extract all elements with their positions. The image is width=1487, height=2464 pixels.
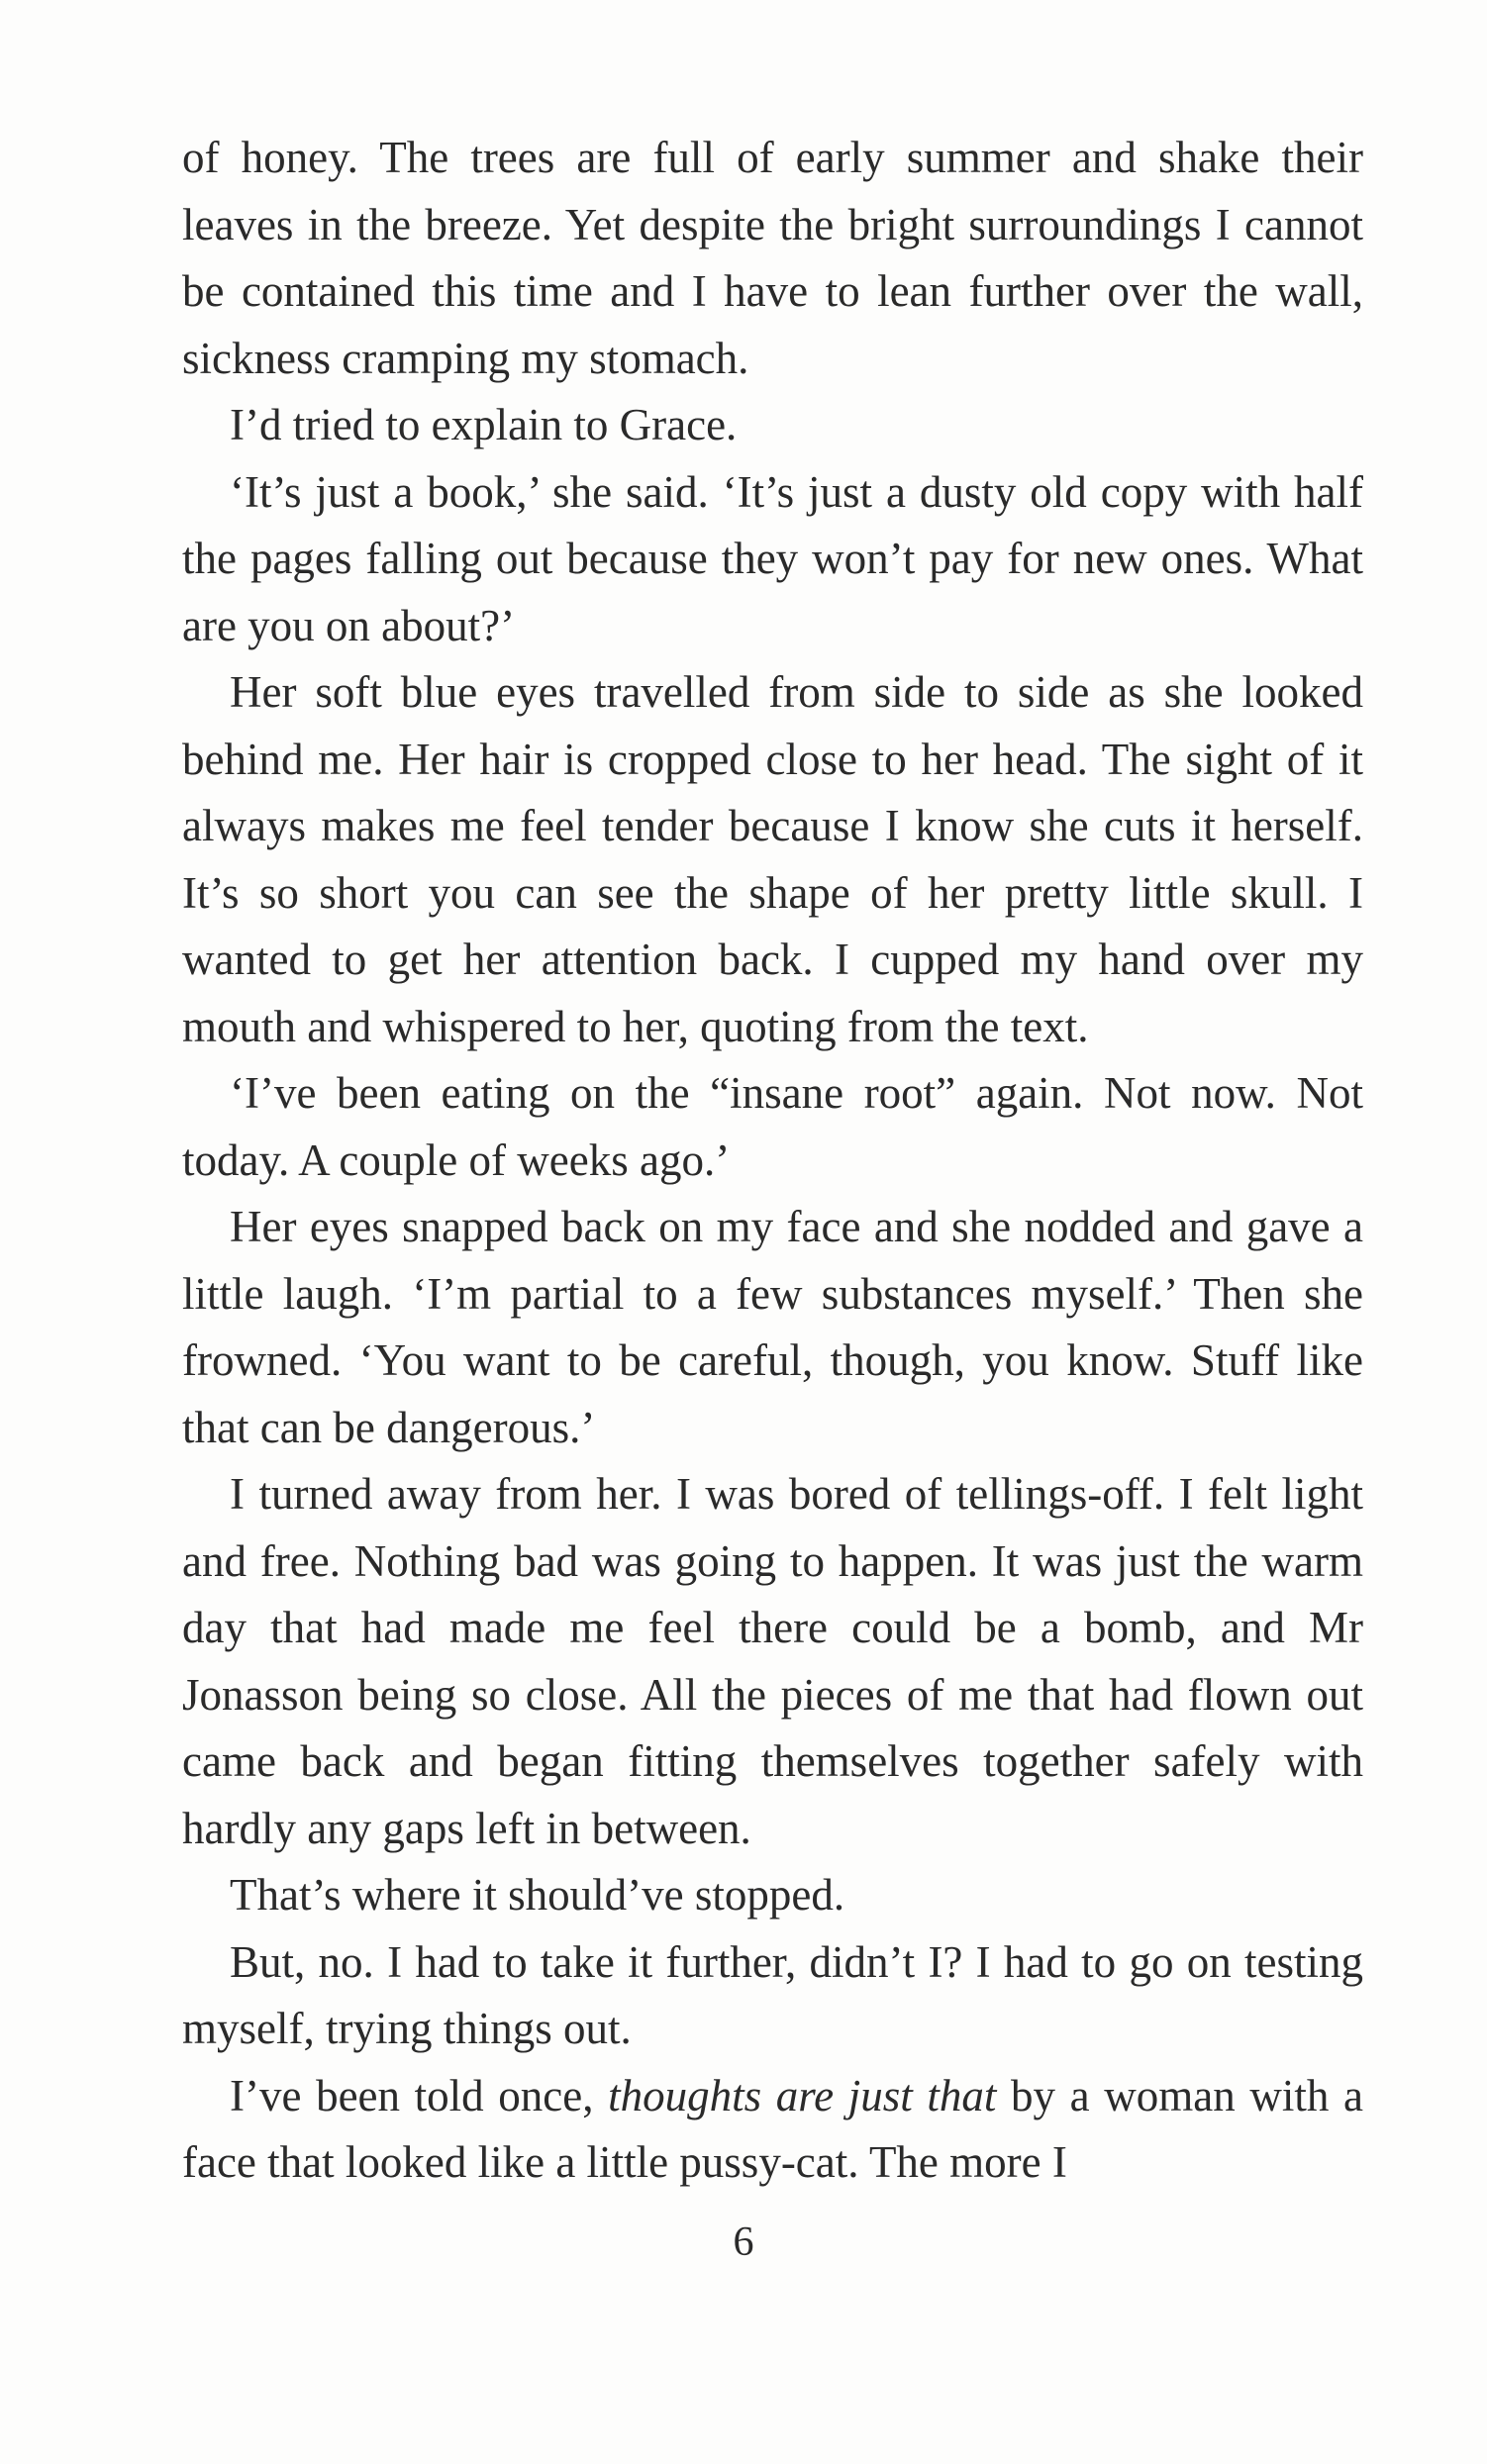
body-text <box>182 125 1363 2197</box>
paragraph: ‘It’s just a book,’ she said. ‘It’s just a dusty old copy with half the pages falling out because they won’t pay for new ones. What are you on about?’ <box>182 466 1363 650</box>
page-number: 6 <box>733 2219 754 2265</box>
paragraph-with-italic-quote <box>182 2063 1363 2197</box>
paragraph: of honey. The trees are full of early summer and shake their leaves in the breeze. Yet despite the bright surroundings I cannot be contained this time and I have to lean further over the wall, sickness cramping my stomach. <box>182 133 1363 383</box>
paragraph: Her eyes snapped back on my face and she nodded and gave a little laugh. ‘I’m partial to a few substances myself.’ Then she frowned. ‘You want to be careful, though, you know. Stuff like that can be dangerous.’ <box>182 1202 1363 1452</box>
italic-quote: thoughts are just that <box>608 2070 997 2120</box>
paragraph: That’s where it should’ve stopped. <box>230 1870 845 1920</box>
paragraph-text-after: by a woman with a face that looked like a little pussy-cat. The more I <box>182 2070 1364 2187</box>
paragraph-text-before: I’ve been told once, <box>230 2070 609 2120</box>
paragraph: I turned away from her. I was bored of tellings-off. I felt light and free. Nothing bad was going to happen. It was just the warm day that had made me feel there could be a bomb, and Mr Jonasson being so close. All the pieces of me that had flown out came back and began fitting themselves together safely with hardly any gaps left in between. <box>182 1469 1363 1853</box>
paragraph: ‘I’ve been eating on the “insane root” again. Not now. Not today. A couple of weeks ago.’ <box>182 1068 1363 1185</box>
paragraph: Her soft blue eyes travelled from side to side as she looked behind me. Her hair is cropped close to her head. The sight of it always makes me feel tender because I know she cuts it herself. It’s so short you can see the shape of her pretty little skull. I wanted to get her attention back. I cupped my hand over my mouth and whispered to her, quoting from the text. <box>182 667 1363 1051</box>
paragraph: But, no. I had to take it further, didn’t I? I had to go on testing myself, trying things out. <box>182 1936 1363 2053</box>
paragraph: I’d tried to explain to Grace. <box>230 400 738 449</box>
